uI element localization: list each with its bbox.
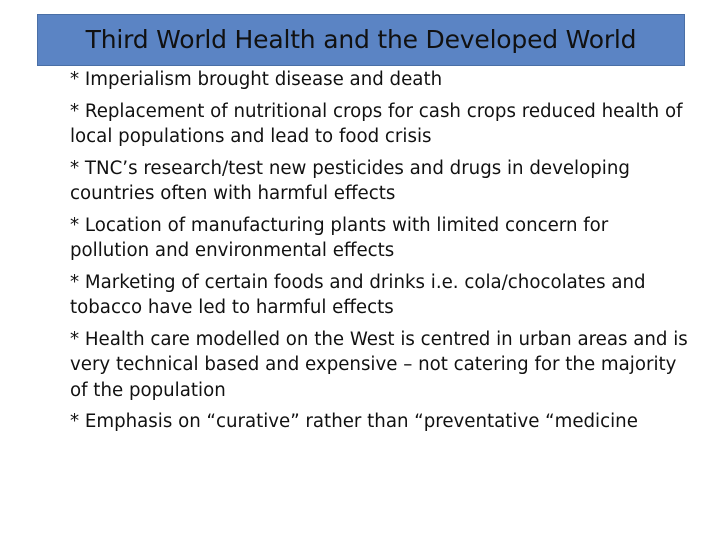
bullet-item: * Replacement of nutritional crops for cash crops reduced health of local populations and lead to food crisis [70,100,683,147]
slide-title-bar [37,14,685,66]
bullet-list [70,67,690,435]
bullet-item: * Marketing of certain foods and drinks i.e. cola/chocolates and tobacco have led to harmful effects [70,271,646,318]
bullet-item: * Emphasis on “curative” rather than “preventative “medicine [70,411,638,432]
bullet-item: * TNC’s research/test new pesticides and drugs in developing countries often with harmful effects [70,157,630,204]
bullet-item: * Location of manufacturing plants with limited concern for pollution and environmental effects [70,214,609,261]
bullet-item: * Imperialism brought disease and death [70,69,443,90]
bullet-item: * Health care modelled on the West is centred in urban areas and is very technical based and expensive – not catering for the majority of the population [70,328,688,401]
slide-title: Third World Health and the Developed World [85,25,637,54]
